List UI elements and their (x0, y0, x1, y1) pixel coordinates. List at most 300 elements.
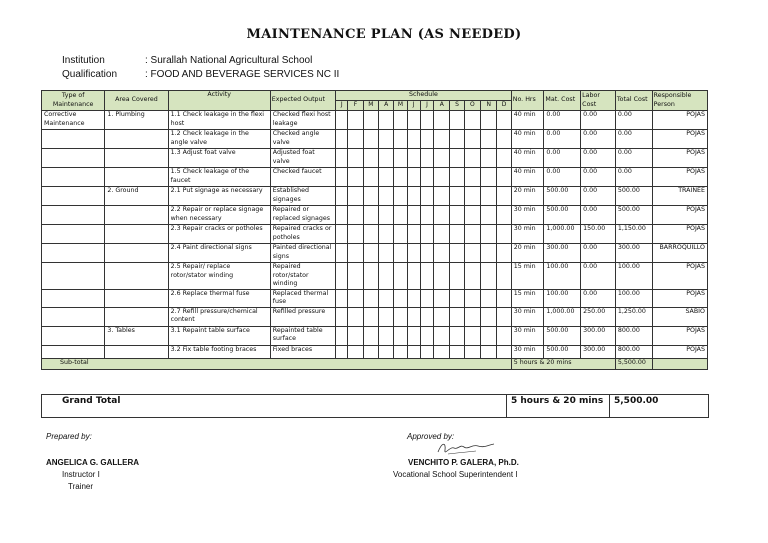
labor-cost-cell: 0.00 (581, 289, 616, 307)
output-cell: Repaired cracks or potholes (270, 225, 335, 244)
prepared-by-role: Trainer (68, 482, 94, 491)
month-header: M (363, 101, 378, 111)
schedule-cell (378, 263, 393, 290)
total-cost-cell: 800.00 (615, 345, 652, 358)
subtotal-hrs: 5 hours & 20 mins (511, 358, 615, 369)
mat-cost-cell: 300.00 (544, 244, 581, 263)
subtotal-row (42, 358, 708, 369)
schedule-cell (336, 187, 348, 206)
institution-line (62, 55, 312, 66)
schedule-cell (378, 206, 393, 225)
schedule-cell (450, 206, 464, 225)
schedule-cell (434, 289, 450, 307)
qualification-line (62, 69, 339, 80)
schedule-cell (378, 345, 393, 358)
schedule-cell (481, 130, 497, 149)
institution-value: : Surallah National Agricultural School (145, 55, 313, 66)
schedule-cell (394, 326, 407, 345)
person-cell: POJAS (652, 111, 707, 130)
schedule-cell (464, 168, 480, 187)
schedule-cell (407, 225, 420, 244)
schedule-cell (348, 149, 363, 168)
type-cell (42, 130, 105, 149)
activity-cell: 1.2 Check leakage in the angle valve (168, 130, 270, 149)
schedule-cell (464, 244, 480, 263)
schedule-cell (394, 244, 407, 263)
header-output: Expected Output (270, 91, 335, 111)
output-cell: Replaced thermal fuse (270, 289, 335, 307)
table-row (42, 244, 708, 263)
document-title: MAINTENANCE PLAN (AS NEEDED) (246, 27, 522, 42)
type-cell (42, 225, 105, 244)
schedule-cell (348, 326, 363, 345)
mat-cost-cell: 500.00 (544, 326, 581, 345)
schedule-cell (394, 345, 407, 358)
type-cell (42, 326, 105, 345)
schedule-cell (450, 168, 464, 187)
person-cell: POJAS (652, 345, 707, 358)
activity-cell: 1.1 Check leakage in the flexi host (168, 111, 270, 130)
schedule-cell (348, 289, 363, 307)
header-schedule: Schedule (336, 91, 512, 101)
hrs-cell: 30 min (511, 326, 544, 345)
grand-total-table (41, 394, 709, 418)
header-mat: Mat. Cost (544, 91, 581, 111)
activity-cell: 2.3 Repair cracks or potholes (168, 225, 270, 244)
activity-cell: 2.2 Repair or replace signage when necessary (168, 206, 270, 225)
area-cell: 1. Plumbing (105, 111, 168, 130)
schedule-cell (450, 244, 464, 263)
schedule-cell (407, 345, 420, 358)
schedule-cell (481, 345, 497, 358)
output-cell: Established signages (270, 187, 335, 206)
qualification-label: Qualification (62, 69, 118, 80)
grand-total-label: Grand Total (42, 395, 507, 418)
mat-cost-cell: 0.00 (544, 130, 581, 149)
schedule-cell (497, 130, 511, 149)
hrs-cell: 40 min (511, 168, 544, 187)
activity-cell: 2.6 Replace thermal fuse (168, 289, 270, 307)
total-cost-cell: 100.00 (615, 289, 652, 307)
schedule-cell (434, 111, 450, 130)
schedule-cell (450, 289, 464, 307)
schedule-cell (497, 289, 511, 307)
schedule-cell (363, 345, 378, 358)
total-cost-cell: 0.00 (615, 149, 652, 168)
type-cell (42, 263, 105, 290)
schedule-cell (497, 206, 511, 225)
schedule-cell (481, 168, 497, 187)
schedule-cell (378, 130, 393, 149)
schedule-cell (434, 168, 450, 187)
schedule-cell (363, 225, 378, 244)
schedule-cell (348, 187, 363, 206)
area-cell: 3. Tables (105, 326, 168, 345)
month-header: O (464, 101, 480, 111)
schedule-cell (378, 168, 393, 187)
month-header: M (394, 101, 407, 111)
output-cell: Painted directional signs (270, 244, 335, 263)
maintenance-plan-table (41, 90, 708, 370)
schedule-cell (464, 206, 480, 225)
schedule-cell (348, 244, 363, 263)
output-cell: Adjusted foat valve (270, 149, 335, 168)
area-cell (105, 168, 168, 187)
header-total: Total Cost (615, 91, 652, 111)
schedule-cell (434, 345, 450, 358)
activity-cell: 2.4 Paint directional signs (168, 244, 270, 263)
schedule-cell (407, 289, 420, 307)
schedule-cell (434, 326, 450, 345)
area-cell (105, 206, 168, 225)
area-cell (105, 307, 168, 326)
header-hrs: No. Hrs (511, 91, 544, 111)
schedule-cell (450, 130, 464, 149)
schedule-cell (336, 326, 348, 345)
table-row (42, 263, 708, 290)
labor-cost-cell: 0.00 (581, 168, 616, 187)
table-row (42, 168, 708, 187)
table-row (42, 345, 708, 358)
schedule-cell (450, 225, 464, 244)
schedule-cell (497, 149, 511, 168)
total-cost-cell: 0.00 (615, 111, 652, 130)
hrs-cell: 20 min (511, 244, 544, 263)
schedule-cell (336, 149, 348, 168)
schedule-cell (348, 206, 363, 225)
mat-cost-cell: 100.00 (544, 263, 581, 290)
schedule-cell (394, 168, 407, 187)
output-cell: Repaired or replaced signages (270, 206, 335, 225)
person-cell: POJAS (652, 206, 707, 225)
area-cell (105, 289, 168, 307)
schedule-cell (450, 345, 464, 358)
area-cell (105, 263, 168, 290)
schedule-cell (378, 225, 393, 244)
schedule-cell (434, 225, 450, 244)
schedule-cell (464, 307, 480, 326)
schedule-cell (434, 130, 450, 149)
schedule-cell (363, 130, 378, 149)
schedule-cell (394, 149, 407, 168)
schedule-cell (434, 187, 450, 206)
schedule-cell (450, 263, 464, 290)
hrs-cell: 30 min (511, 225, 544, 244)
schedule-cell (420, 345, 433, 358)
schedule-cell (420, 130, 433, 149)
schedule-cell (336, 289, 348, 307)
schedule-cell (434, 149, 450, 168)
output-cell: Repaired rotor/stator winding (270, 263, 335, 290)
schedule-cell (363, 206, 378, 225)
labor-cost-cell: 0.00 (581, 263, 616, 290)
schedule-cell (464, 326, 480, 345)
schedule-cell (336, 244, 348, 263)
schedule-cell (407, 111, 420, 130)
table-row (42, 130, 708, 149)
mat-cost-cell: 1,000.00 (544, 225, 581, 244)
header-area: Area Covered (105, 91, 168, 111)
schedule-cell (363, 149, 378, 168)
schedule-cell (420, 263, 433, 290)
labor-cost-cell: 0.00 (581, 187, 616, 206)
schedule-cell (497, 307, 511, 326)
schedule-cell (407, 244, 420, 263)
schedule-cell (407, 149, 420, 168)
hrs-cell: 30 min (511, 307, 544, 326)
total-cost-cell: 1,150.00 (615, 225, 652, 244)
table-row (42, 187, 708, 206)
output-cell: Checked faucet (270, 168, 335, 187)
month-header: A (434, 101, 450, 111)
area-cell (105, 244, 168, 263)
month-header: D (497, 101, 511, 111)
month-header: S (450, 101, 464, 111)
schedule-cell (378, 289, 393, 307)
hrs-cell: 15 min (511, 289, 544, 307)
schedule-cell (394, 130, 407, 149)
area-cell (105, 130, 168, 149)
schedule-cell (497, 168, 511, 187)
labor-cost-cell: 0.00 (581, 244, 616, 263)
output-cell: Refilled pressure (270, 307, 335, 326)
type-cell: Corrective Maintenance (42, 111, 105, 130)
schedule-cell (348, 168, 363, 187)
hrs-cell: 15 min (511, 263, 544, 290)
schedule-cell (394, 111, 407, 130)
schedule-cell (420, 225, 433, 244)
qualification-value: : FOOD AND BEVERAGE SERVICES NC II (145, 69, 340, 80)
schedule-cell (407, 187, 420, 206)
prepared-by-title: Instructor I (62, 470, 100, 479)
subtotal-person (652, 358, 707, 369)
schedule-cell (348, 111, 363, 130)
schedule-cell (434, 263, 450, 290)
schedule-cell (336, 168, 348, 187)
person-cell: POJAS (652, 149, 707, 168)
activity-cell: 1.3 Adjust foat valve (168, 149, 270, 168)
schedule-cell (434, 206, 450, 225)
schedule-cell (363, 111, 378, 130)
mat-cost-cell: 500.00 (544, 187, 581, 206)
schedule-cell (348, 345, 363, 358)
mat-cost-cell: 100.00 (544, 289, 581, 307)
table-row (42, 307, 708, 326)
hrs-cell: 30 min (511, 345, 544, 358)
schedule-cell (336, 263, 348, 290)
schedule-cell (420, 187, 433, 206)
mat-cost-cell: 500.00 (544, 206, 581, 225)
schedule-cell (336, 307, 348, 326)
schedule-cell (336, 225, 348, 244)
schedule-cell (348, 307, 363, 326)
schedule-cell (394, 289, 407, 307)
prepared-by-label: Prepared by: (46, 432, 92, 441)
person-cell: BARROQUILLO (652, 244, 707, 263)
labor-cost-cell: 250.00 (581, 307, 616, 326)
schedule-cell (420, 244, 433, 263)
approved-by-label: Approved by: (407, 432, 455, 441)
area-cell (105, 225, 168, 244)
schedule-cell (450, 187, 464, 206)
schedule-cell (363, 307, 378, 326)
plan-body (42, 111, 708, 370)
schedule-cell (464, 345, 480, 358)
schedule-cell (481, 187, 497, 206)
approved-by-name: VENCHITO P. GALERA, Ph.D. (408, 458, 519, 467)
schedule-cell (394, 206, 407, 225)
schedule-cell (420, 326, 433, 345)
header-labor: Labor Cost (581, 91, 616, 111)
schedule-cell (450, 149, 464, 168)
schedule-cell (420, 289, 433, 307)
output-cell: Checked angle valve (270, 130, 335, 149)
total-cost-cell: 800.00 (615, 326, 652, 345)
person-cell: POJAS (652, 326, 707, 345)
mat-cost-cell: 0.00 (544, 149, 581, 168)
type-cell (42, 149, 105, 168)
schedule-cell (363, 326, 378, 345)
schedule-cell (407, 307, 420, 326)
schedule-cell (497, 225, 511, 244)
activity-cell: 2.1 Put signage as necessary (168, 187, 270, 206)
area-cell: 2. Ground (105, 187, 168, 206)
labor-cost-cell: 300.00 (581, 345, 616, 358)
grand-total-cost: 5,500.00 (610, 395, 709, 418)
schedule-cell (497, 111, 511, 130)
schedule-cell (363, 244, 378, 263)
month-header: A (378, 101, 393, 111)
type-cell (42, 187, 105, 206)
handwritten-signature (436, 438, 496, 458)
month-header: N (481, 101, 497, 111)
schedule-cell (434, 244, 450, 263)
labor-cost-cell: 0.00 (581, 206, 616, 225)
type-cell (42, 307, 105, 326)
schedule-cell (464, 225, 480, 244)
month-header: J (336, 101, 348, 111)
schedule-cell (481, 111, 497, 130)
schedule-cell (394, 263, 407, 290)
schedule-cell (394, 187, 407, 206)
schedule-cell (407, 206, 420, 225)
type-cell (42, 345, 105, 358)
schedule-cell (348, 225, 363, 244)
schedule-cell (394, 225, 407, 244)
schedule-cell (363, 289, 378, 307)
schedule-cell (481, 307, 497, 326)
table-row (42, 111, 708, 130)
labor-cost-cell: 150.00 (581, 225, 616, 244)
header-person: Responsible Person (652, 91, 707, 111)
schedule-cell (363, 187, 378, 206)
labor-cost-cell: 0.00 (581, 149, 616, 168)
person-cell: SABIO (652, 307, 707, 326)
person-cell: POJAS (652, 263, 707, 290)
table-row (42, 149, 708, 168)
month-header: J (420, 101, 433, 111)
schedule-cell (407, 263, 420, 290)
schedule-cell (378, 111, 393, 130)
hrs-cell: 30 min (511, 206, 544, 225)
person-cell: POJAS (652, 168, 707, 187)
schedule-cell (420, 111, 433, 130)
schedule-cell (420, 307, 433, 326)
output-cell: Repainted table surface (270, 326, 335, 345)
approved-by-title: Vocational School Superintendent I (393, 470, 518, 479)
schedule-cell (420, 149, 433, 168)
schedule-cell (464, 149, 480, 168)
schedule-cell (464, 187, 480, 206)
output-cell: Checked flexi host leakage (270, 111, 335, 130)
schedule-cell (481, 326, 497, 345)
total-cost-cell: 300.00 (615, 244, 652, 263)
activity-cell: 3.1 Repaint table surface (168, 326, 270, 345)
total-cost-cell: 1,250.00 (615, 307, 652, 326)
type-cell (42, 206, 105, 225)
subtotal-cost: 5,500.00 (615, 358, 652, 369)
labor-cost-cell: 0.00 (581, 111, 616, 130)
schedule-cell (407, 130, 420, 149)
labor-cost-cell: 300.00 (581, 326, 616, 345)
total-cost-cell: 0.00 (615, 168, 652, 187)
area-cell (105, 149, 168, 168)
schedule-cell (420, 206, 433, 225)
schedule-cell (434, 307, 450, 326)
schedule-cell (407, 326, 420, 345)
table-row (42, 326, 708, 345)
table-row (42, 225, 708, 244)
schedule-cell (420, 168, 433, 187)
schedule-cell (378, 149, 393, 168)
schedule-cell (378, 244, 393, 263)
schedule-cell (497, 345, 511, 358)
prepared-by-name: ANGELICA G. GALLERA (46, 458, 140, 467)
schedule-cell (481, 289, 497, 307)
schedule-cell (378, 326, 393, 345)
schedule-cell (497, 187, 511, 206)
schedule-cell (348, 263, 363, 290)
hrs-cell: 20 min (511, 187, 544, 206)
schedule-cell (336, 130, 348, 149)
activity-cell: 3.2 Fix table footing braces (168, 345, 270, 358)
person-cell: TRAINEE (652, 187, 707, 206)
schedule-cell (378, 187, 393, 206)
type-cell (42, 289, 105, 307)
subtotal-label: Sub-total (42, 358, 512, 369)
mat-cost-cell: 0.00 (544, 168, 581, 187)
grand-total-hrs: 5 hours & 20 mins (507, 395, 610, 418)
hrs-cell: 40 min (511, 130, 544, 149)
activity-cell: 1.5 Check leakage of the faucet (168, 168, 270, 187)
schedule-cell (497, 326, 511, 345)
schedule-cell (394, 307, 407, 326)
total-cost-cell: 100.00 (615, 263, 652, 290)
mat-cost-cell: 1,000.00 (544, 307, 581, 326)
month-header: F (348, 101, 363, 111)
schedule-cell (464, 289, 480, 307)
schedule-cell (336, 111, 348, 130)
schedule-cell (407, 168, 420, 187)
header-activity: Activity (168, 91, 270, 111)
header-type: Type of Maintenance (42, 91, 105, 111)
person-cell: POJAS (652, 289, 707, 307)
schedule-cell (348, 130, 363, 149)
hrs-cell: 40 min (511, 111, 544, 130)
activity-cell: 2.5 Repair/ replace rotor/stator winding (168, 263, 270, 290)
institution-label: Institution (62, 55, 105, 66)
schedule-cell (336, 206, 348, 225)
